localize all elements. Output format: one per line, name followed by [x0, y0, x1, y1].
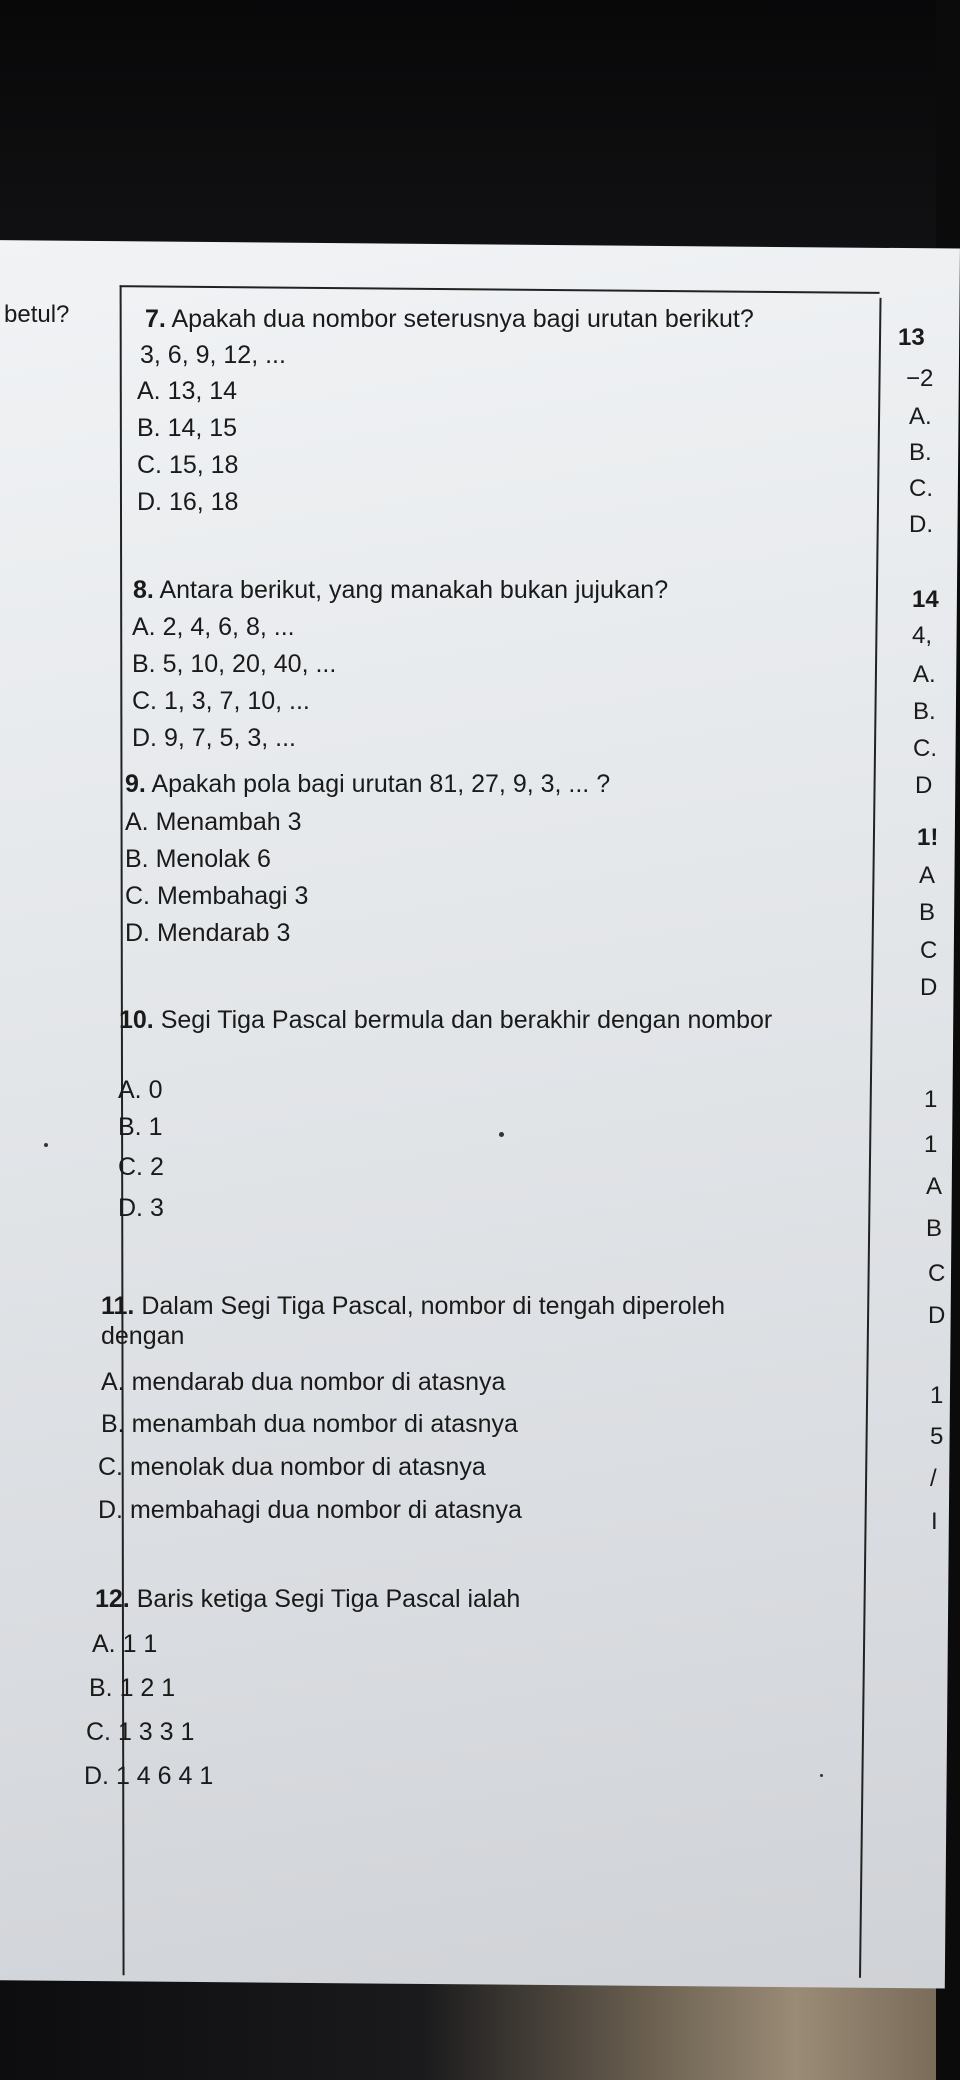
right-fragment: A: [919, 862, 936, 889]
question-7-sequence: 3, 6, 9, 12, ...: [140, 341, 286, 369]
paper-speck: [44, 1143, 48, 1147]
right-fragment: I: [931, 1508, 938, 1535]
question-11: 11. Dalam Segi Tiga Pascal, nombor di tengah diperoleh: [101, 1292, 726, 1320]
q11-option-c[interactable]: C. menolak dua nombor di atasnya: [98, 1453, 486, 1481]
question-12: 12. Baris ketiga Segi Tiga Pascal ialah: [95, 1585, 521, 1613]
right-fragment: 1!: [917, 824, 939, 851]
question-10: 10. Segi Tiga Pascal bermula dan berakhir dengan nombor: [119, 1006, 773, 1034]
right-fragment: B: [926, 1215, 943, 1242]
q8-option-a[interactable]: A. 2, 4, 6, 8, ...: [132, 613, 295, 641]
right-fragment: A.: [913, 661, 936, 688]
margin-text-betul: betul?: [4, 301, 70, 328]
right-fragment: B.: [913, 698, 936, 725]
question-8: 8. Antara berikut, yang manakah bukan jujukan?: [133, 576, 669, 604]
q10-option-c[interactable]: C. 2: [118, 1153, 164, 1181]
right-fragment: B: [919, 899, 936, 926]
right-fragment: 1: [924, 1131, 938, 1158]
q7-option-b[interactable]: B. 14, 15: [137, 414, 238, 442]
right-fragment: C.: [909, 475, 933, 502]
right-fragment: 1: [930, 1382, 944, 1409]
q7-option-d[interactable]: D. 16, 18: [137, 488, 239, 516]
right-fragment: 13: [898, 324, 925, 351]
q10-option-b[interactable]: B. 1: [118, 1113, 163, 1141]
right-column-rule: [859, 298, 882, 1978]
q12-option-b[interactable]: B. 1 2 1: [89, 1674, 176, 1702]
q8-option-b[interactable]: B. 5, 10, 20, 40, ...: [132, 650, 337, 678]
dark-background-top: [0, 0, 936, 250]
q9-option-c[interactable]: C. Membahagi 3: [125, 882, 309, 910]
q9-option-b[interactable]: B. Menolak 6: [125, 845, 271, 873]
q8-option-c[interactable]: C. 1, 3, 7, 10, ...: [132, 687, 310, 715]
q12-option-d[interactable]: D. 1 4 6 4 1: [84, 1762, 214, 1790]
q10-option-d[interactable]: D. 3: [118, 1194, 164, 1222]
right-fragment: A.: [909, 403, 932, 430]
question-11-continued: dengan: [101, 1322, 185, 1350]
top-rule: [120, 285, 880, 294]
q10-option-a[interactable]: A. 0: [118, 1076, 163, 1104]
right-fragment: D: [920, 974, 938, 1001]
right-fragment: B.: [909, 439, 932, 466]
right-fragment: D: [915, 772, 933, 799]
q7-option-a[interactable]: A. 13, 14: [137, 377, 238, 405]
right-fragment: D.: [909, 511, 933, 538]
right-fragment: 1: [924, 1086, 938, 1113]
q11-option-a[interactable]: A. mendarab dua nombor di atasnya: [101, 1368, 506, 1396]
paper-speck: [499, 1132, 504, 1137]
question-7: 7. Apakah dua nombor seterusnya bagi urutan berikut?: [145, 305, 754, 333]
q9-option-a[interactable]: A. Menambah 3: [125, 808, 302, 836]
right-fragment: C.: [913, 735, 937, 762]
question-9: 9. Apakah pola bagi urutan 81, 27, 9, 3, ... ?: [125, 770, 611, 798]
q11-option-d[interactable]: D. membahagi dua nombor di atasnya: [98, 1496, 522, 1524]
right-fragment: 4,: [912, 622, 933, 649]
right-fragment: C: [920, 937, 938, 964]
q8-option-d[interactable]: D. 9, 7, 5, 3, ...: [132, 724, 296, 752]
q7-option-c[interactable]: C. 15, 18: [137, 451, 239, 479]
right-fragment: 5: [930, 1423, 944, 1450]
q12-option-a[interactable]: A. 1 1: [92, 1630, 158, 1658]
paper-speck: [820, 1774, 823, 1777]
right-fragment: /: [930, 1465, 937, 1492]
right-fragment: D: [928, 1302, 946, 1329]
q9-option-d[interactable]: D. Mendarab 3: [125, 919, 291, 947]
right-fragment: A: [926, 1173, 943, 1200]
right-fragment: C: [928, 1260, 946, 1287]
right-fragment: 14: [912, 586, 939, 613]
q11-option-b[interactable]: B. menambah dua nombor di atasnya: [101, 1410, 518, 1438]
right-fragment: −2: [906, 365, 934, 392]
q12-option-c[interactable]: C. 1 3 3 1: [86, 1718, 195, 1746]
